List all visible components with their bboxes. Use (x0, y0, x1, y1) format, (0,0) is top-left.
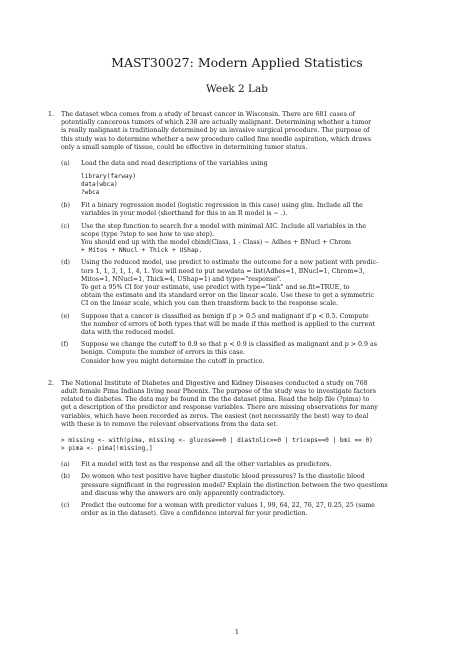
item-label: (c) (61, 222, 70, 230)
code-block: > missing <- with(pima, missing <- glucose==0 | diastolic==0 | triceps==0 | bmi == 0) > pima <- pima[!missing,] (61, 437, 373, 453)
item-text: Load the data and read descriptions of the variables using (81, 160, 268, 168)
item-label: (b) (61, 473, 70, 481)
question-1-intro: The dataset wbca comes from a study of breast cancer in Wisconsin. There are 681 cases of potentially cancerous tumors of which 238 are actually malignant. Determining whether a tumor is really malignant is traditionally determined by an invasive surgical procedure. The purpose of this study was to determine whether a new procedure called fine needle aspiration, which draws only a small sample of tissue, could be effective in determining tumor status. (61, 111, 372, 151)
question-1c: (c) Use the step function to search for a model with minimal AIC. Include all variables in the scope (type ?step to see how to use step). You should end up with the model cbind(Class, 1 - Class) ~ Adhes + BNucl + Chrom + Mitos + NNucl + Thick + UShap. (61, 222, 367, 255)
item-label: (a) (61, 160, 70, 168)
question-2c: (c) Predict the outcome for a woman with predictor values 1, 99, 64, 22, 76, 27, 0.25, 25 (same order as in the dataset). Give a confidence interval for your prediction. (61, 501, 375, 518)
page-subtitle: Week 2 Lab (205, 83, 269, 95)
question-2b: (b) Do women who test positive have higher diastolic blood pressures? Is the diastolic blood pressure significant in the regression model? Explain the distinction between the two questions and discuss why the answers are only apparently contradictory. (61, 473, 388, 497)
item-label: (d) (61, 259, 70, 267)
page-title: MAST30027: Modern Applied Statistics (111, 55, 363, 70)
question-1e: (e) Suppose that a cancer is classified as benign if p > 0.5 and malignant if p < 0.5. Compute the number of errors of both types that will be made if this method is applied to the current data with the reduced model. (61, 312, 375, 337)
question-1a (61, 160, 439, 197)
question-1-number: 1. (48, 111, 55, 118)
question-1f: (f) Suppose we change the cutoff to 0.9 so that p < 0.9 is classified as malignant and p > 0.9 as benign. Compute the number of errors in this case. Consider how you might determine the cutoff in practice. (61, 341, 378, 365)
question-1 (48, 111, 439, 366)
code-block: library(farway) data(wbca) ?wbca (81, 173, 137, 197)
item-label: (c) (61, 501, 70, 509)
question-2-number: 2. (48, 379, 55, 387)
question-2a: (a) Fit a model with test as the response and all the other variables as predictors. (61, 461, 332, 469)
item-label: (e) (61, 312, 70, 320)
question-1b: (b) Fit a binary regression model (logistic regression in this case) using glm. Include all the variables in your model (shorthand for this in an R model is ~ .). (61, 202, 363, 218)
item-label: (f) (61, 341, 69, 349)
question-2 (48, 379, 439, 518)
item-label: (a) (61, 461, 70, 469)
document-body (48, 111, 439, 528)
question-2-intro: The National Institute of Diabetes and Digestive and Kidney Diseases conducted a study on 768 adult female Pima Indians living near Phoenix. The purpose of the study was to investigate factors related to diabetes. The data may be found in the the dataset pima. Read the help file (?pima) to get a description of the predictor and response variables. There are missing observations for many variables, which have been recorded as zeros. The easiest (not necessarily the best) way to deal with these is to remove the relevant observations from the data set. (61, 379, 378, 428)
page-number: 1 (234, 628, 240, 636)
item-label: (b) (61, 202, 70, 210)
question-1d: (d) Using the reduced model, use predict to estimate the outcome for a new patient with predic- tors 1, 1, 3, 1, 1, 4, 1. You will need to put newdata = list(Adhes=1, BNucl=1, Chrom=3, Mitos=1, NNucl=1, Thick=4, UShap=1) and type="response". To get a 95% CI for your estimate, use predict with type="link" and se.fit=TRUE, to obtain the estimate and its standard error on the linear scale. Use these to get a symmetric CI on the linear scale, which you can then transform back to the response scale. (61, 259, 379, 308)
